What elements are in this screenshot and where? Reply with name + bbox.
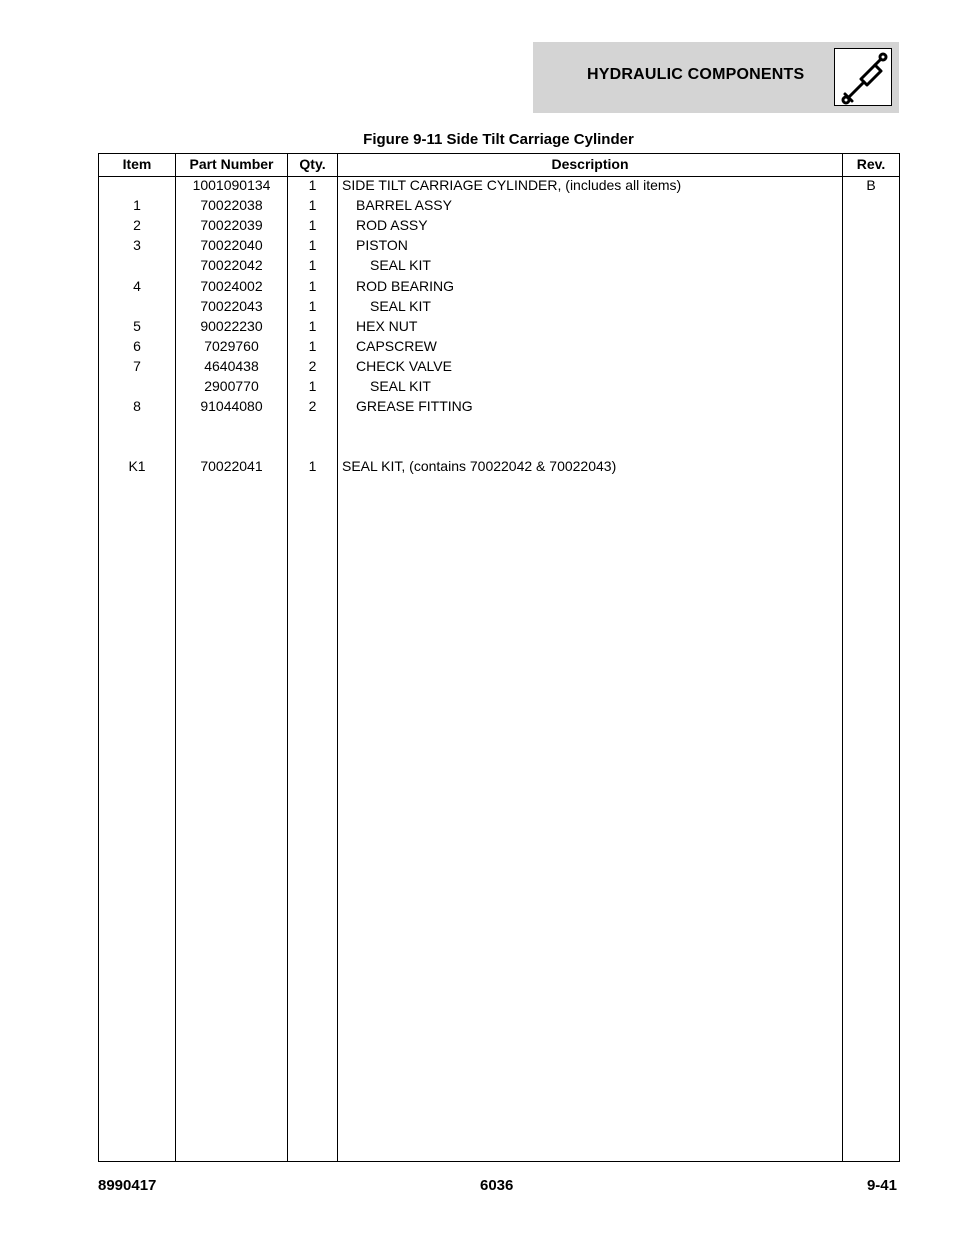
cell-part-number: 70024002	[200, 277, 263, 294]
cell-qty: 1	[308, 297, 317, 314]
cell-description: ROD BEARING	[356, 277, 455, 294]
cell-description: SEAL KIT	[370, 257, 431, 274]
cell-description: GREASE FITTING	[356, 398, 473, 415]
table-row	[99, 376, 899, 396]
column-header-rev: Rev.	[856, 156, 886, 172]
cell-part-number: 91044080	[200, 398, 263, 415]
cell-qty: 1	[308, 217, 317, 234]
cell-part-number: 1001090134	[192, 177, 271, 193]
cell-part-number: 4640438	[204, 357, 259, 374]
table-row	[99, 215, 899, 235]
cell-part-number: 70022038	[200, 197, 263, 214]
cell-description: SIDE TILT CARRIAGE CYLINDER, (includes all items)	[342, 177, 682, 193]
table-row	[99, 235, 899, 255]
cell-description: ROD ASSY	[356, 217, 428, 234]
cell-item: 1	[133, 197, 141, 214]
table-row	[99, 416, 899, 436]
cell-part-number: 70022040	[200, 237, 263, 254]
cell-qty: 1	[308, 257, 317, 274]
table-row	[99, 296, 899, 316]
cell-part-number: 70022042	[200, 257, 263, 274]
cell-qty: 1	[308, 277, 317, 294]
column-header-qty: Qty.	[299, 156, 326, 172]
cell-part-number: 7029760	[204, 337, 259, 354]
cell-item: 2	[133, 217, 141, 234]
section-title: HYDRAULIC COMPONENTS	[587, 66, 805, 83]
cell-part-number: 70022043	[200, 297, 263, 314]
cell-description: HEX NUT	[356, 317, 418, 334]
hydraulic-cylinder-icon	[834, 48, 892, 106]
cell-description: SEAL KIT, (contains 70022042 & 70022043)	[342, 458, 617, 475]
cell-part-number: 70022041	[200, 458, 263, 475]
table-row	[99, 396, 899, 416]
cell-qty: 1	[308, 317, 317, 334]
table-row	[99, 276, 899, 296]
cell-qty: 2	[308, 357, 317, 374]
cell-item: 3	[133, 237, 141, 254]
cell-description: SEAL KIT	[370, 297, 431, 314]
cell-qty: 1	[308, 337, 317, 354]
cell-rev: B	[866, 177, 876, 193]
cell-part-number: 90022230	[200, 317, 263, 334]
table-row	[99, 195, 899, 215]
table-row	[99, 175, 899, 195]
cell-qty: 1	[308, 177, 317, 193]
cell-part-number: 2900770	[204, 378, 259, 394]
section-header	[533, 42, 899, 113]
cell-item: 7	[133, 357, 141, 374]
table-row	[99, 255, 899, 275]
column-header-description: Description	[551, 156, 629, 172]
cell-item: 6	[133, 337, 141, 354]
cell-qty: 1	[308, 458, 317, 475]
footer-doc-number: 8990417	[98, 1177, 157, 1194]
cell-qty: 1	[308, 378, 317, 394]
footer-page-number: 9-41	[866, 1177, 897, 1194]
cell-item: 4	[133, 277, 141, 294]
parts-table	[98, 153, 900, 1162]
cell-item: K1	[128, 458, 146, 475]
table-row	[99, 456, 899, 476]
cell-description: CAPSCREW	[356, 337, 437, 354]
cell-qty: 2	[308, 398, 317, 415]
column-header-item: Item	[122, 156, 152, 172]
table-row	[99, 336, 899, 356]
cell-qty: 1	[308, 237, 317, 254]
table-row	[99, 436, 899, 456]
cell-item: 8	[133, 398, 141, 415]
cell-part-number: 70022039	[200, 217, 263, 234]
cell-description: BARREL ASSY	[356, 197, 452, 214]
cell-description: PISTON	[356, 237, 408, 254]
column-header-part-number: Part Number	[189, 156, 274, 172]
table-row	[99, 356, 899, 376]
table-row	[99, 316, 899, 336]
figure-title: Figure 9-11 Side Tilt Carriage Cylinder	[363, 131, 634, 148]
cell-qty: 1	[308, 197, 317, 214]
cell-description: SEAL KIT	[370, 378, 431, 394]
cell-item: 5	[133, 317, 141, 334]
footer-model: 6036	[480, 1177, 514, 1194]
cell-description: CHECK VALVE	[356, 357, 452, 374]
